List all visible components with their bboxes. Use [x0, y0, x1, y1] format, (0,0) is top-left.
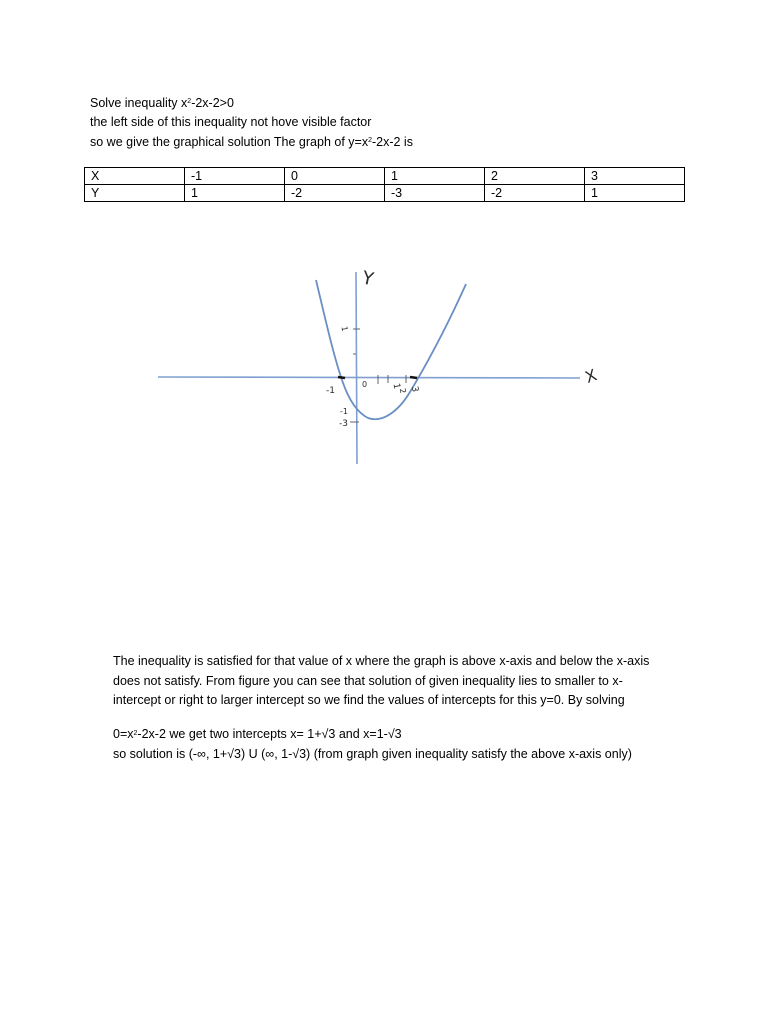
- values-table: [84, 167, 685, 202]
- intercept-mark-left: [338, 377, 345, 378]
- x-axis-label: X: [582, 365, 600, 387]
- parabola-curve: [316, 280, 466, 419]
- table-cell: 1: [385, 168, 485, 185]
- table-cell: -3: [385, 185, 485, 202]
- intercept-mark-right: [410, 377, 417, 378]
- table-cell: 1: [185, 185, 285, 202]
- tick-label: 1: [339, 325, 350, 333]
- intro-line-2: the left side of this inequality not hove visible factor: [90, 115, 372, 129]
- table-cell: -2: [285, 185, 385, 202]
- tick-label: 2: [397, 387, 408, 395]
- table-cell: -1: [185, 168, 285, 185]
- tick-label: -3: [339, 419, 348, 429]
- table-cell: -2: [485, 185, 585, 202]
- table-cell: 2: [485, 168, 585, 185]
- tick-label: -1: [340, 407, 348, 416]
- table-cell: X: [85, 168, 185, 185]
- table-cell: 0: [285, 168, 385, 185]
- intro-line-3: so we give the graphical solution The graph of $y=x^2-2x-2$ is: [90, 135, 413, 149]
- table-cell: 1: [585, 185, 685, 202]
- table-row: [85, 168, 685, 185]
- solution-line: so solution is (-∞, 1+√3) U (∞, 1-√3) (from graph given inequality satisfy the above x-axis only): [113, 746, 632, 761]
- y-axis-label: Y: [360, 267, 376, 291]
- tick-label: 1: [390, 382, 402, 390]
- explanation-line: The inequality is satisfied for that value of x where the graph is above x-axis and below the x-axis: [113, 654, 650, 668]
- parabola-graph: [150, 262, 610, 472]
- table-cell: 3: [585, 168, 685, 185]
- table-row: [85, 185, 685, 202]
- intercepts-line: $0=x^2-2x-2$ we get two intercepts x= 1+√3 and x=1-√3: [113, 727, 402, 741]
- tick-label: -1: [326, 386, 335, 396]
- explanation-line: intercept or right to larger intercept so we find the values of intercepts for this y=0. By solving: [113, 693, 625, 707]
- tick-label: 3: [408, 385, 420, 393]
- problem-statement: Solve inequality $x^2-2x-2>0$: [90, 96, 234, 110]
- explanation-line: does not satisfy. From figure you can see that solution of given inequality lies to smaller to x-: [113, 673, 623, 688]
- x-axis: [158, 377, 580, 378]
- explanation-paragraph: [113, 652, 673, 711]
- table-cell: Y: [85, 185, 185, 202]
- solution-paragraph: [113, 725, 673, 764]
- y-axis: [356, 272, 357, 464]
- tick-label: 0: [362, 380, 368, 389]
